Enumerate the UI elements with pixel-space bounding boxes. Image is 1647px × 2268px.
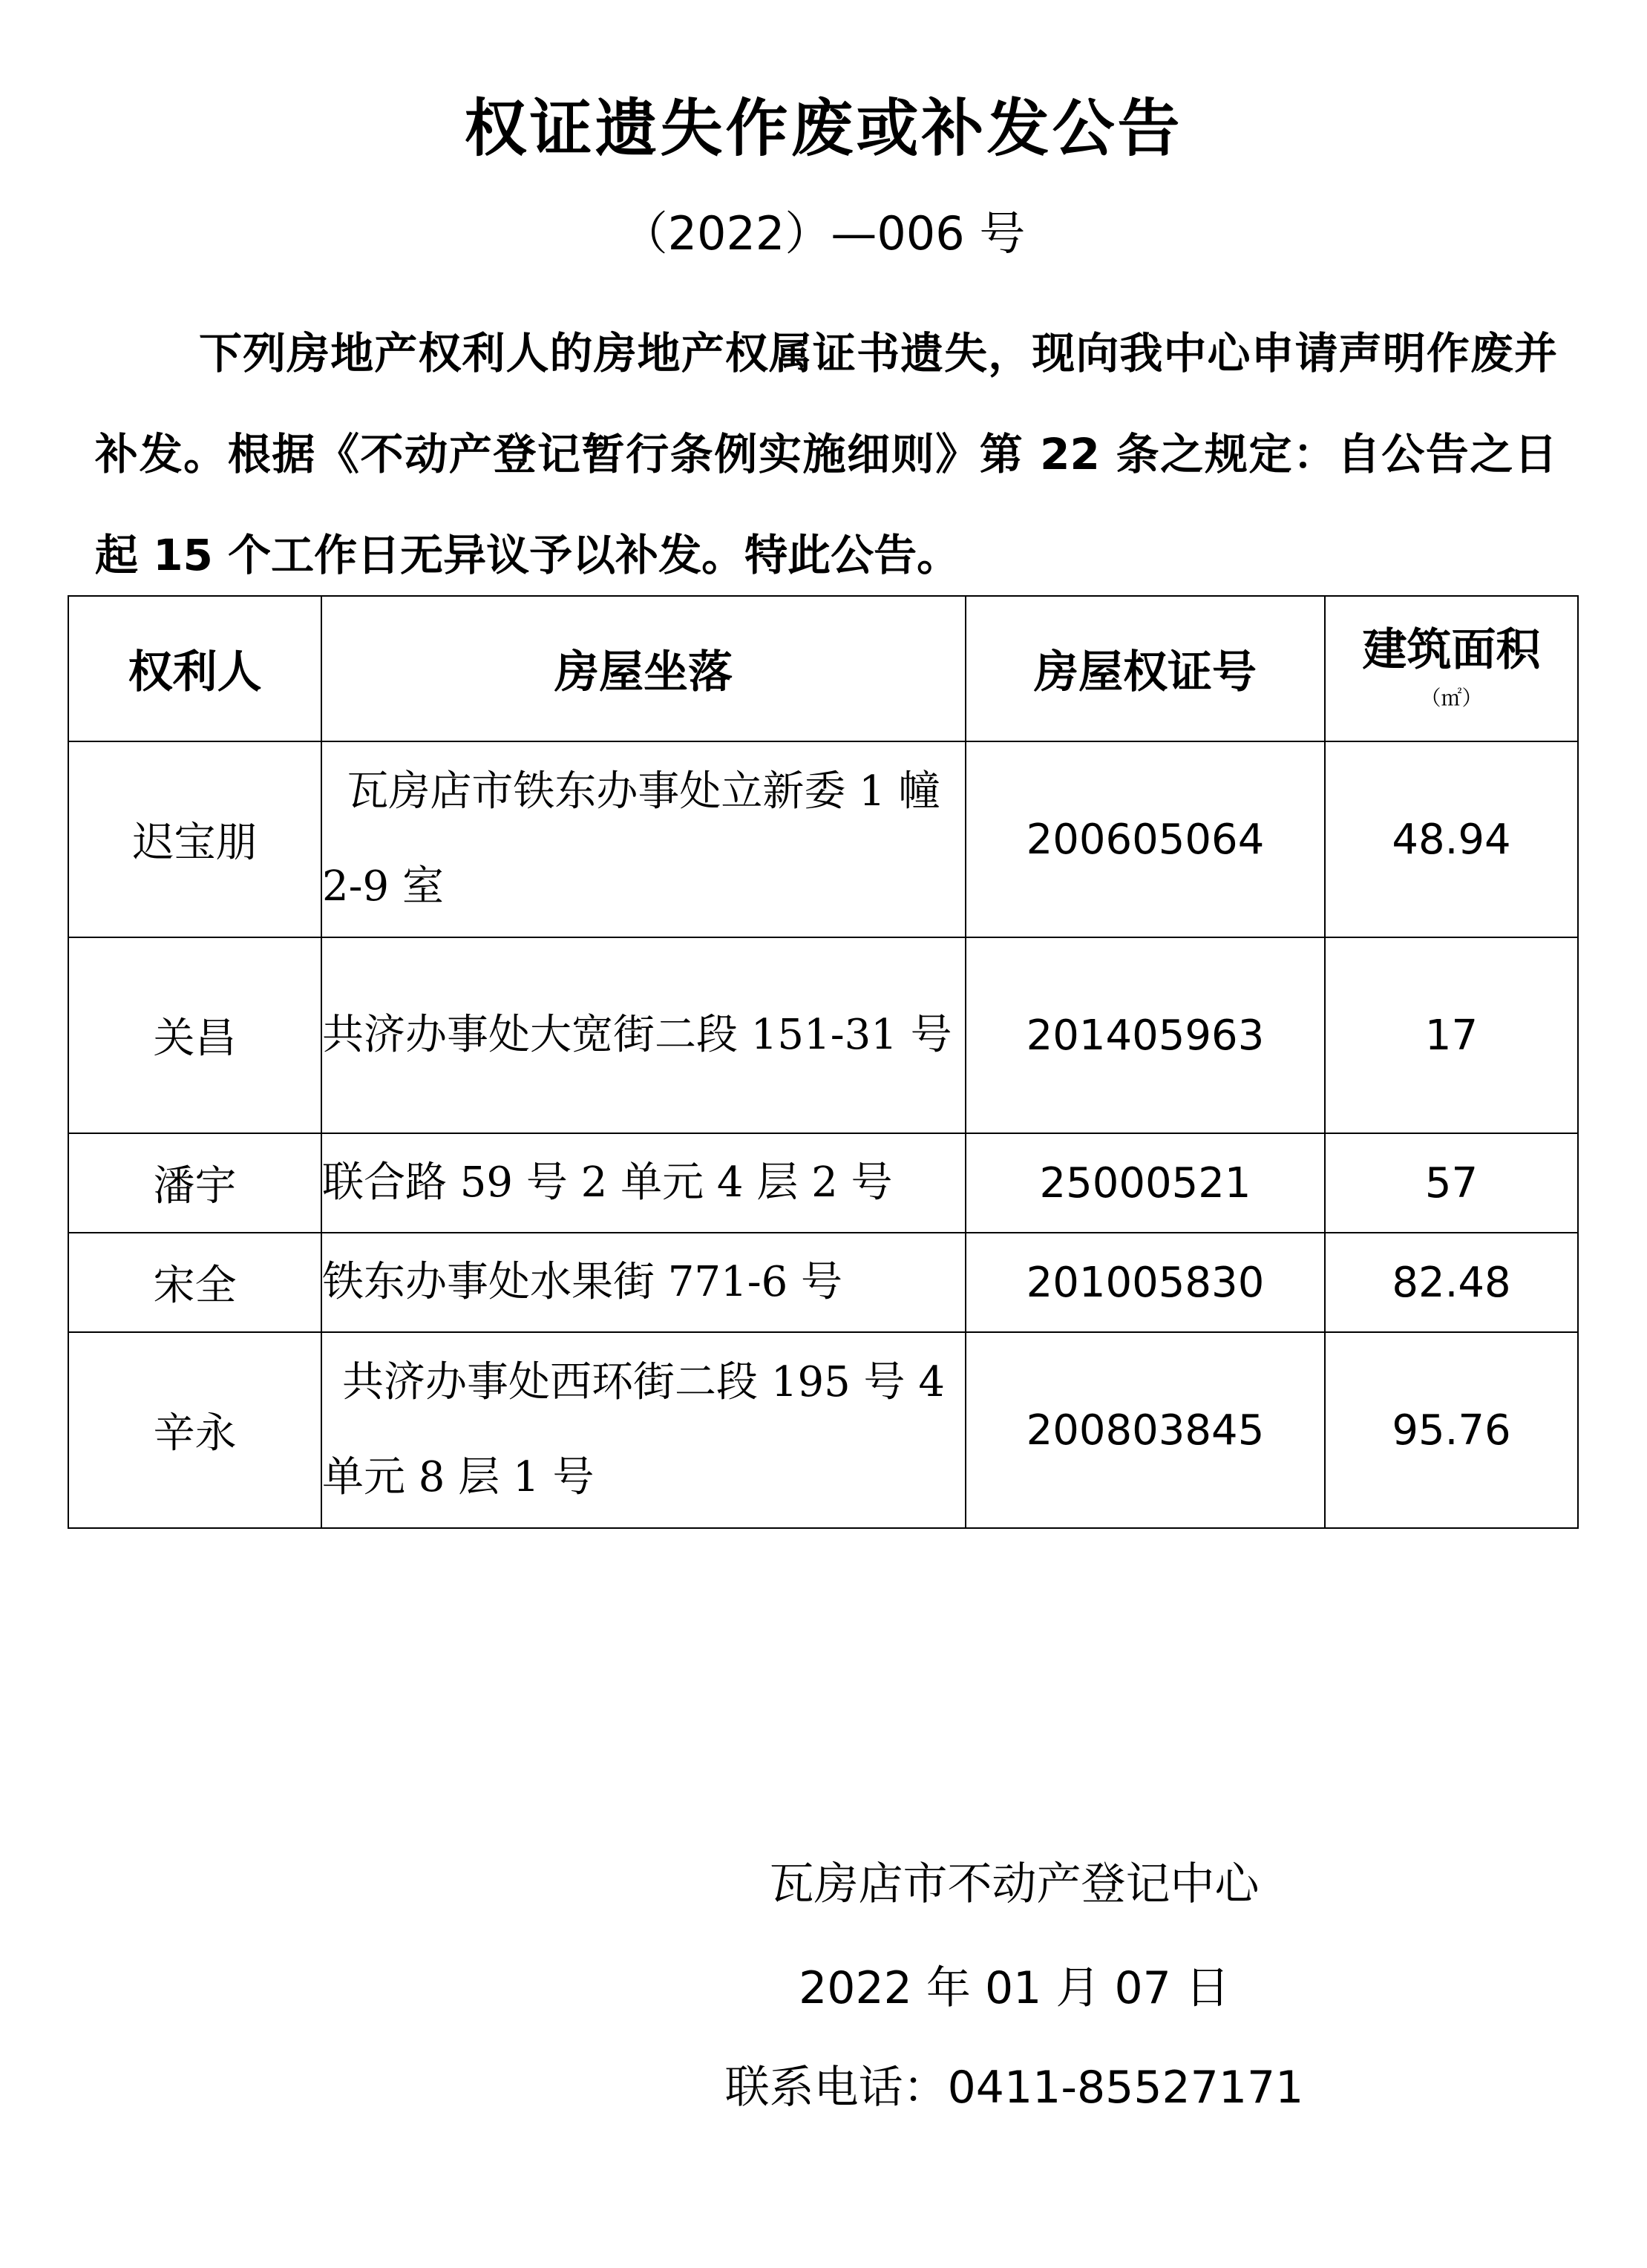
table-row — [68, 1233, 1578, 1332]
table-row — [68, 741, 1578, 937]
owner-cell: 辛永 — [68, 1332, 321, 1528]
document-number: （2022）—006 号 — [621, 206, 1026, 260]
address-cell: 共济办事处大宽街二段 151-31 号 — [321, 937, 966, 1133]
header-area — [1325, 596, 1578, 741]
owner-cell: 迟宝朋 — [68, 741, 321, 937]
area-cell: 57 — [1325, 1133, 1578, 1233]
address-cell: 共济办事处西环街二段 195 号 4 单元 8 层 1 号 — [321, 1332, 966, 1528]
contact-phone: 联系电话：0411-85527171 — [724, 2062, 1304, 2114]
cert-no-cell: 201405963 — [966, 937, 1325, 1133]
area-cell: 17 — [1325, 937, 1578, 1133]
cert-no-cell: 200605064 — [966, 741, 1325, 937]
cert-no-cell: 200803845 — [966, 1332, 1325, 1528]
address-cell: 联合路 59 号 2 单元 4 层 2 号 — [321, 1133, 966, 1233]
header-area-unit: （㎡） — [1420, 686, 1483, 710]
cert-no-cell: 25000521 — [966, 1133, 1325, 1233]
area-cell: 95.76 — [1325, 1332, 1578, 1528]
owner-cell: 宋全 — [68, 1233, 321, 1332]
notice-title: 权证遗失作废或补发公告 — [464, 92, 1183, 165]
intro-paragraph: 下列房地产权利人的房地产权属证书遗失，现向我中心申请声明作废并补发。根据《不动产登记暂行条例实施细则》第 22 条之规定：自公告之日起 15 个工作日无异议予以补发。特此公告。 — [95, 328, 1557, 580]
issue-date: 2022 年 01 月 07 日 — [799, 1962, 1230, 2014]
cert-no-cell: 201005830 — [966, 1233, 1325, 1332]
area-cell: 48.94 — [1325, 741, 1578, 937]
header-area-label: 建筑面积 — [1362, 624, 1541, 676]
issuing-organization: 瓦房店市不动产登记中心 — [769, 1858, 1260, 1910]
lost-certificates-table — [68, 595, 1579, 1529]
table-row — [68, 1332, 1578, 1528]
owner-cell: 关昌 — [68, 937, 321, 1133]
address-cell: 铁东办事处水果街 771-6 号 — [321, 1233, 966, 1332]
header-address: 房屋坐落 — [321, 596, 966, 741]
header-cert-no: 房屋权证号 — [966, 596, 1325, 741]
address-cell: 瓦房店市铁东办事处立新委 1 幢 2-9 室 — [321, 741, 966, 937]
table-header-row — [68, 596, 1578, 741]
owner-cell: 潘宇 — [68, 1133, 321, 1233]
header-owner: 权利人 — [68, 596, 321, 741]
table-row — [68, 937, 1578, 1133]
area-cell: 82.48 — [1325, 1233, 1578, 1332]
table-row — [68, 1133, 1578, 1233]
